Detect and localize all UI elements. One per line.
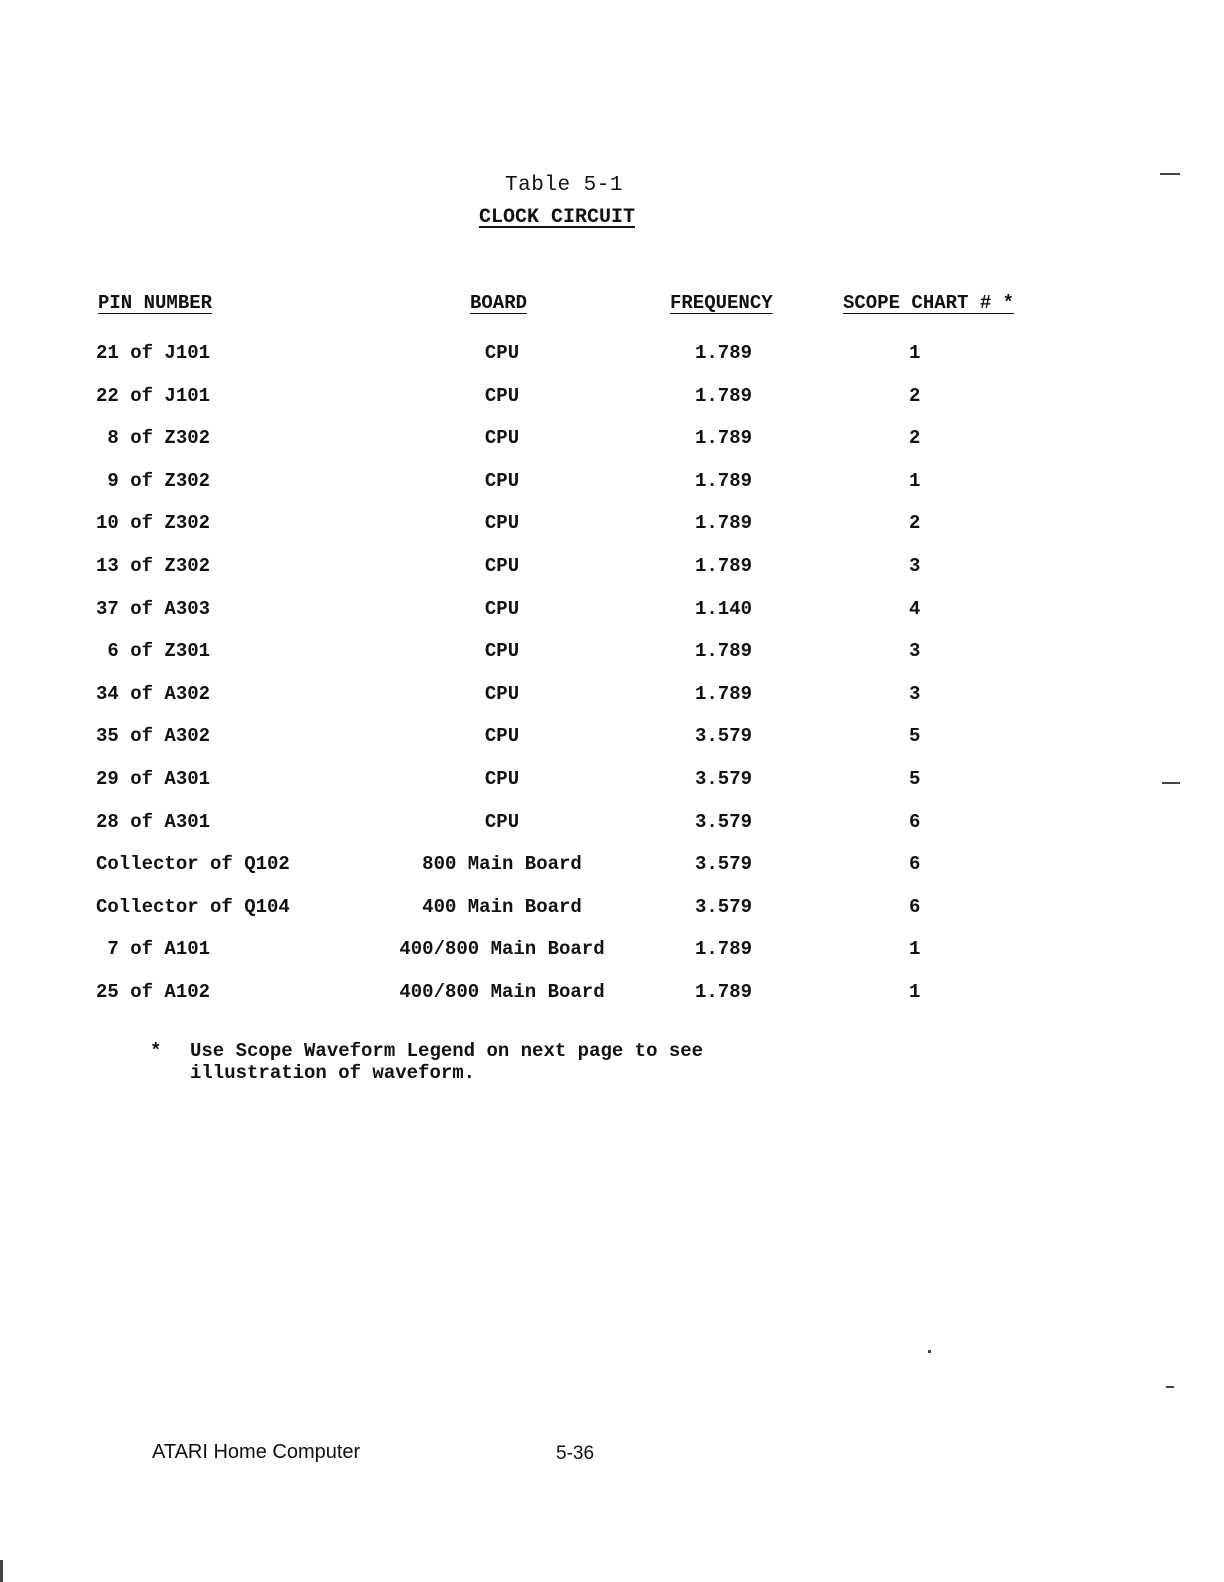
- column-header-pin-number: PIN NUMBER: [98, 292, 213, 314]
- table-row: [0, 342, 1224, 385]
- cell-pin-number: 9 of Z302: [96, 469, 211, 492]
- table-row: [0, 981, 1224, 1024]
- cell-board: CPU: [484, 767, 520, 790]
- cell-scope-chart: 1: [909, 980, 921, 1003]
- column-header-frequency: FREQUENCY: [670, 292, 773, 314]
- cell-pin-number: Collector of Q102: [96, 853, 290, 876]
- clock-circuit-table: [0, 342, 1224, 1024]
- cell-pin-number: 28 of A301: [96, 810, 211, 833]
- cell-frequency: 1.789: [695, 980, 753, 1003]
- cell-pin-number: 6 of Z301: [96, 640, 211, 663]
- cell-board: CPU: [484, 384, 520, 407]
- cell-frequency: 3.579: [695, 767, 753, 790]
- table-title: [0, 206, 1114, 229]
- table-row: [0, 512, 1224, 555]
- cell-scope-chart: 5: [909, 725, 921, 748]
- cell-scope-chart: 2: [909, 384, 921, 407]
- cell-pin-number: 22 of J101: [96, 384, 211, 407]
- footnote-text: Use Scope Waveform Legend on next page to see illustration of waveform.: [190, 1040, 704, 1084]
- table-row: [0, 640, 1224, 683]
- cell-board: CPU: [484, 682, 520, 705]
- table-row: [0, 853, 1224, 896]
- cell-pin-number: 13 of Z302: [96, 554, 211, 577]
- cell-frequency: 1.789: [695, 938, 753, 961]
- cell-scope-chart: 3: [909, 640, 921, 663]
- cell-scope-chart: 2: [909, 512, 921, 535]
- cell-frequency: 1.789: [695, 427, 753, 450]
- table-row: [0, 598, 1224, 641]
- cell-pin-number: 25 of A102: [96, 980, 211, 1003]
- cell-board: CPU: [484, 342, 520, 364]
- table-row: [0, 896, 1224, 939]
- table-row: [0, 683, 1224, 726]
- table-row: [0, 938, 1224, 981]
- cell-board: CPU: [484, 640, 520, 663]
- cell-frequency: 3.579: [695, 895, 753, 918]
- cell-pin-number: 34 of A302: [96, 682, 211, 705]
- cell-pin-number: 10 of Z302: [96, 512, 211, 535]
- table-row: [0, 385, 1224, 428]
- footer-title: ATARI Home Computer: [152, 1441, 361, 1463]
- scan-mark: [928, 1350, 931, 1353]
- cell-scope-chart: 6: [909, 895, 921, 918]
- cell-pin-number: 7 of A101: [96, 938, 211, 961]
- scan-mark: [0, 1560, 3, 1582]
- table-row: [0, 725, 1224, 768]
- cell-pin-number: Collector of Q104: [96, 895, 290, 918]
- cell-pin-number: 21 of J101: [96, 342, 211, 364]
- cell-frequency: 3.579: [695, 853, 753, 876]
- cell-scope-chart: 1: [909, 938, 921, 961]
- cell-frequency: 3.579: [695, 725, 753, 748]
- cell-board: 400/800 Main Board: [399, 980, 605, 1003]
- cell-board: CPU: [484, 554, 520, 577]
- cell-board: 800 Main Board: [422, 853, 582, 876]
- cell-scope-chart: 3: [909, 682, 921, 705]
- cell-scope-chart: 6: [909, 810, 921, 833]
- table-row: [0, 555, 1224, 598]
- cell-scope-chart: 6: [909, 853, 921, 876]
- table-title-text: CLOCK CIRCUIT: [478, 206, 636, 229]
- cell-frequency: 1.789: [695, 512, 753, 535]
- cell-frequency: 1.789: [695, 554, 753, 577]
- cell-scope-chart: 1: [909, 469, 921, 492]
- cell-frequency: 3.579: [695, 810, 753, 833]
- cell-board: CPU: [484, 427, 520, 450]
- cell-board: CPU: [484, 597, 520, 620]
- table-row: [0, 470, 1224, 513]
- table-row: [0, 427, 1224, 470]
- cell-frequency: 1.789: [695, 384, 753, 407]
- cell-scope-chart: 2: [909, 427, 921, 450]
- cell-frequency: 1.789: [695, 342, 753, 364]
- cell-board: 400 Main Board: [422, 895, 582, 918]
- table-row: [0, 811, 1224, 854]
- cell-frequency: 1.789: [695, 682, 753, 705]
- cell-board: CPU: [484, 810, 520, 833]
- footnote-marker: *: [150, 1040, 162, 1062]
- column-header-board: BOARD: [470, 292, 528, 314]
- cell-frequency: 1.789: [695, 640, 753, 663]
- cell-pin-number: 29 of A301: [96, 767, 211, 790]
- scan-mark: [1160, 173, 1180, 175]
- cell-frequency: 1.789: [695, 469, 753, 492]
- column-header-scope-chart: SCOPE CHART # *: [843, 292, 1015, 314]
- cell-scope-chart: 4: [909, 597, 921, 620]
- page-number: 5-36: [556, 1443, 595, 1464]
- cell-pin-number: 35 of A302: [96, 725, 211, 748]
- scan-mark: [1162, 782, 1180, 784]
- table-row: [0, 768, 1224, 811]
- cell-pin-number: 8 of Z302: [96, 427, 211, 450]
- scan-mark: [1166, 1386, 1174, 1388]
- cell-board: CPU: [484, 512, 520, 535]
- cell-frequency: 1.140: [695, 597, 753, 620]
- cell-board: 400/800 Main Board: [399, 938, 605, 961]
- cell-scope-chart: 5: [909, 767, 921, 790]
- cell-scope-chart: 3: [909, 554, 921, 577]
- cell-scope-chart: 1: [909, 342, 921, 364]
- table-number: Table 5-1: [505, 174, 623, 197]
- cell-pin-number: 37 of A303: [96, 597, 211, 620]
- cell-board: CPU: [484, 725, 520, 748]
- cell-board: CPU: [484, 469, 520, 492]
